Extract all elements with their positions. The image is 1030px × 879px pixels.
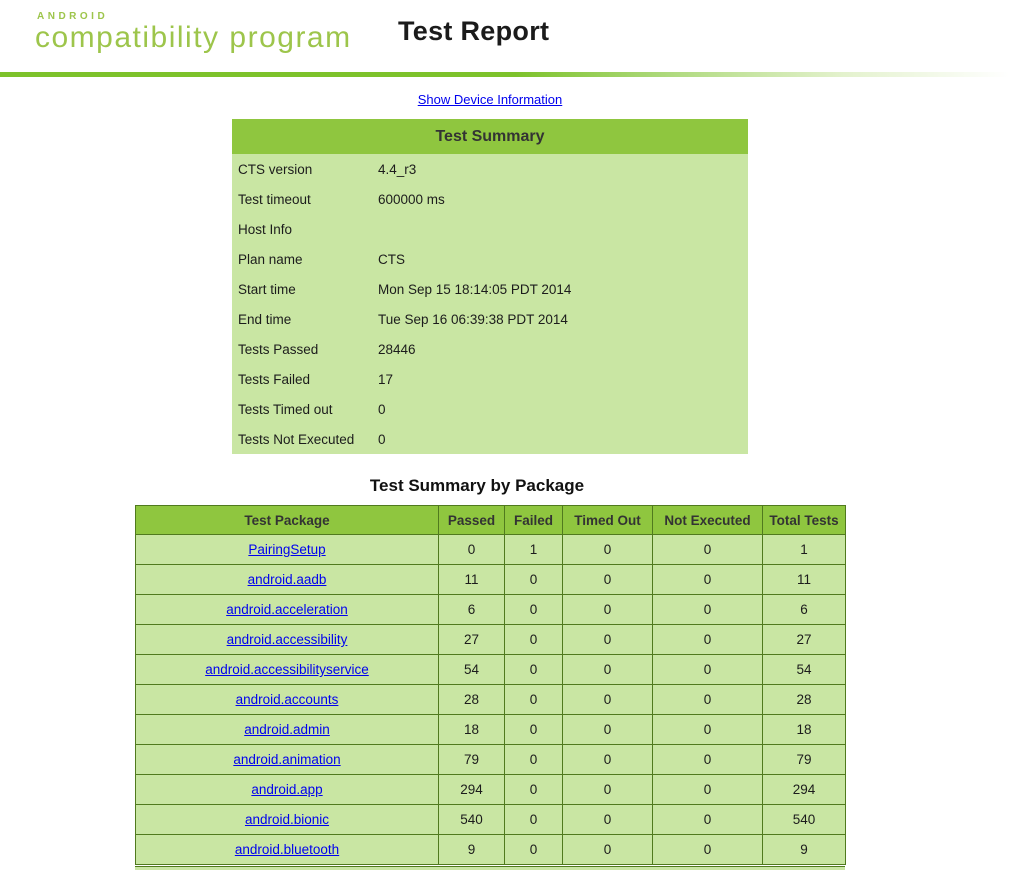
- test-summary-body: [232, 154, 748, 454]
- package-table-row: [136, 535, 846, 565]
- package-name-cell: [136, 745, 439, 775]
- package-link[interactable]: android.aadb: [247, 572, 327, 587]
- package-summary-section: [135, 477, 845, 870]
- package-link[interactable]: android.acceleration: [226, 602, 348, 617]
- page-header: [0, 0, 1030, 72]
- total-tests-cell: 9: [763, 835, 846, 865]
- android-compatibility-logo: [35, 11, 352, 54]
- summary-row: [232, 334, 748, 364]
- not-executed-cell: 0: [653, 835, 763, 865]
- passed-cell: 294: [439, 775, 505, 805]
- summary-row: [232, 214, 748, 244]
- summary-row: [232, 184, 748, 214]
- column-header-failed: Failed: [505, 506, 563, 535]
- content-column: [0, 92, 980, 870]
- package-table-row: [136, 745, 846, 775]
- package-link[interactable]: android.admin: [244, 722, 330, 737]
- package-name-cell: [136, 685, 439, 715]
- package-name-cell: [136, 595, 439, 625]
- compatibility-program-wordmark: compatibility program: [35, 21, 352, 54]
- not-executed-cell: 0: [653, 805, 763, 835]
- not-executed-cell: 0: [653, 655, 763, 685]
- total-tests-cell: 6: [763, 595, 846, 625]
- device-info-link-row: [0, 92, 980, 107]
- summary-row-label: Test timeout: [238, 191, 311, 207]
- timed-out-cell: 0: [563, 565, 653, 595]
- package-table-row: [136, 595, 846, 625]
- total-tests-cell: 1: [763, 535, 846, 565]
- failed-cell: 0: [505, 715, 563, 745]
- passed-cell: 540: [439, 805, 505, 835]
- summary-row-value: 17: [378, 371, 394, 387]
- timed-out-cell: 0: [563, 715, 653, 745]
- not-executed-cell: 0: [653, 535, 763, 565]
- summary-row-value: 0: [378, 401, 386, 417]
- package-name-cell: [136, 805, 439, 835]
- package-table-row: [136, 775, 846, 805]
- failed-cell: 0: [505, 565, 563, 595]
- summary-row-value: 0: [378, 431, 386, 447]
- not-executed-cell: 0: [653, 685, 763, 715]
- total-tests-cell: 294: [763, 775, 846, 805]
- package-name-cell: [136, 835, 439, 865]
- timed-out-cell: 0: [563, 625, 653, 655]
- timed-out-cell: 0: [563, 805, 653, 835]
- package-table-body: [136, 535, 846, 865]
- passed-cell: 79: [439, 745, 505, 775]
- timed-out-cell: 0: [563, 745, 653, 775]
- summary-row-label: Tests Not Executed: [238, 431, 355, 447]
- package-name-cell: [136, 565, 439, 595]
- package-name-cell: [136, 535, 439, 565]
- green-divider: [0, 72, 1030, 77]
- package-table-row: [136, 805, 846, 835]
- passed-cell: 28: [439, 685, 505, 715]
- column-header-total-tests: Total Tests: [763, 506, 846, 535]
- passed-cell: 27: [439, 625, 505, 655]
- package-link[interactable]: android.bluetooth: [234, 842, 340, 857]
- not-executed-cell: 0: [653, 715, 763, 745]
- failed-cell: 1: [505, 535, 563, 565]
- summary-row-value: 600000 ms: [378, 191, 445, 207]
- passed-cell: 54: [439, 655, 505, 685]
- column-header-passed: Passed: [439, 506, 505, 535]
- summary-row-label: Start time: [238, 281, 296, 297]
- not-executed-cell: 0: [653, 565, 763, 595]
- summary-row: [232, 244, 748, 274]
- column-header-not-executed: Not Executed: [653, 506, 763, 535]
- package-name-cell: [136, 775, 439, 805]
- summary-row-value: Tue Sep 16 06:39:38 PDT 2014: [378, 311, 568, 327]
- package-summary-table: [135, 505, 846, 865]
- summary-row: [232, 424, 748, 454]
- passed-cell: 9: [439, 835, 505, 865]
- package-link[interactable]: android.app: [251, 782, 323, 797]
- summary-row-label: Host Info: [238, 221, 293, 237]
- package-link[interactable]: android.accounts: [235, 692, 339, 707]
- summary-row-label: Tests Timed out: [238, 401, 333, 417]
- android-wordmark: ANDROID: [37, 11, 109, 22]
- failed-cell: 0: [505, 625, 563, 655]
- column-header-timed-out: Timed Out: [563, 506, 653, 535]
- summary-row-label: Tests Passed: [238, 341, 319, 357]
- total-tests-cell: 18: [763, 715, 846, 745]
- summary-row-label: Tests Failed: [238, 371, 311, 387]
- summary-row: [232, 364, 748, 394]
- page-title: Test Report: [398, 16, 550, 46]
- timed-out-cell: 0: [563, 595, 653, 625]
- package-table-row: [136, 685, 846, 715]
- failed-cell: 0: [505, 745, 563, 775]
- summary-row-label: Plan name: [238, 251, 303, 267]
- passed-cell: 18: [439, 715, 505, 745]
- not-executed-cell: 0: [653, 775, 763, 805]
- failed-cell: 0: [505, 655, 563, 685]
- passed-cell: 6: [439, 595, 505, 625]
- failed-cell: 0: [505, 685, 563, 715]
- package-table-header-row: [136, 506, 846, 535]
- passed-cell: 11: [439, 565, 505, 595]
- total-tests-cell: 54: [763, 655, 846, 685]
- package-link[interactable]: PairingSetup: [248, 542, 326, 557]
- timed-out-cell: 0: [563, 685, 653, 715]
- failed-cell: 0: [505, 595, 563, 625]
- total-tests-cell: 27: [763, 625, 846, 655]
- package-summary-title: Test Summary by Package: [369, 476, 585, 495]
- summary-row-value: 28446: [378, 341, 416, 357]
- total-tests-cell: 79: [763, 745, 846, 775]
- summary-row: [232, 304, 748, 334]
- test-summary-table: [232, 119, 748, 454]
- not-executed-cell: 0: [653, 745, 763, 775]
- total-tests-cell: 28: [763, 685, 846, 715]
- summary-row: [232, 394, 748, 424]
- package-name-cell: [136, 715, 439, 745]
- timed-out-cell: 0: [563, 835, 653, 865]
- failed-cell: 0: [505, 775, 563, 805]
- summary-row-value: 4.4_r3: [378, 161, 417, 177]
- not-executed-cell: 0: [653, 595, 763, 625]
- timed-out-cell: 0: [563, 775, 653, 805]
- failed-cell: 0: [505, 835, 563, 865]
- timed-out-cell: 0: [563, 655, 653, 685]
- package-name-cell: [136, 625, 439, 655]
- package-table-row: [136, 565, 846, 595]
- package-table-row: [136, 655, 846, 685]
- show-device-information-link[interactable]: Show Device Information: [417, 92, 563, 107]
- summary-row-label: CTS version: [238, 161, 313, 177]
- summary-row: [232, 274, 748, 304]
- passed-cell: 0: [439, 535, 505, 565]
- package-link[interactable]: android.accessibility: [226, 632, 348, 647]
- summary-row-value: Mon Sep 15 18:14:05 PDT 2014: [378, 281, 572, 297]
- package-link[interactable]: android.animation: [233, 752, 341, 767]
- summary-row: [232, 154, 748, 184]
- package-link[interactable]: android.bionic: [244, 812, 330, 827]
- package-name-cell: [136, 655, 439, 685]
- partial-next-row: [135, 866, 845, 870]
- test-summary-title: Test Summary: [232, 119, 748, 154]
- total-tests-cell: 11: [763, 565, 846, 595]
- failed-cell: 0: [505, 805, 563, 835]
- column-header-test-package: Test Package: [136, 506, 439, 535]
- package-table-row: [136, 715, 846, 745]
- not-executed-cell: 0: [653, 625, 763, 655]
- total-tests-cell: 540: [763, 805, 846, 835]
- package-table-row: [136, 835, 846, 865]
- package-table-row: [136, 625, 846, 655]
- summary-row-label: End time: [238, 311, 292, 327]
- summary-row-value: CTS: [378, 251, 405, 267]
- timed-out-cell: 0: [563, 535, 653, 565]
- package-link[interactable]: android.accessibilityservice: [205, 662, 369, 677]
